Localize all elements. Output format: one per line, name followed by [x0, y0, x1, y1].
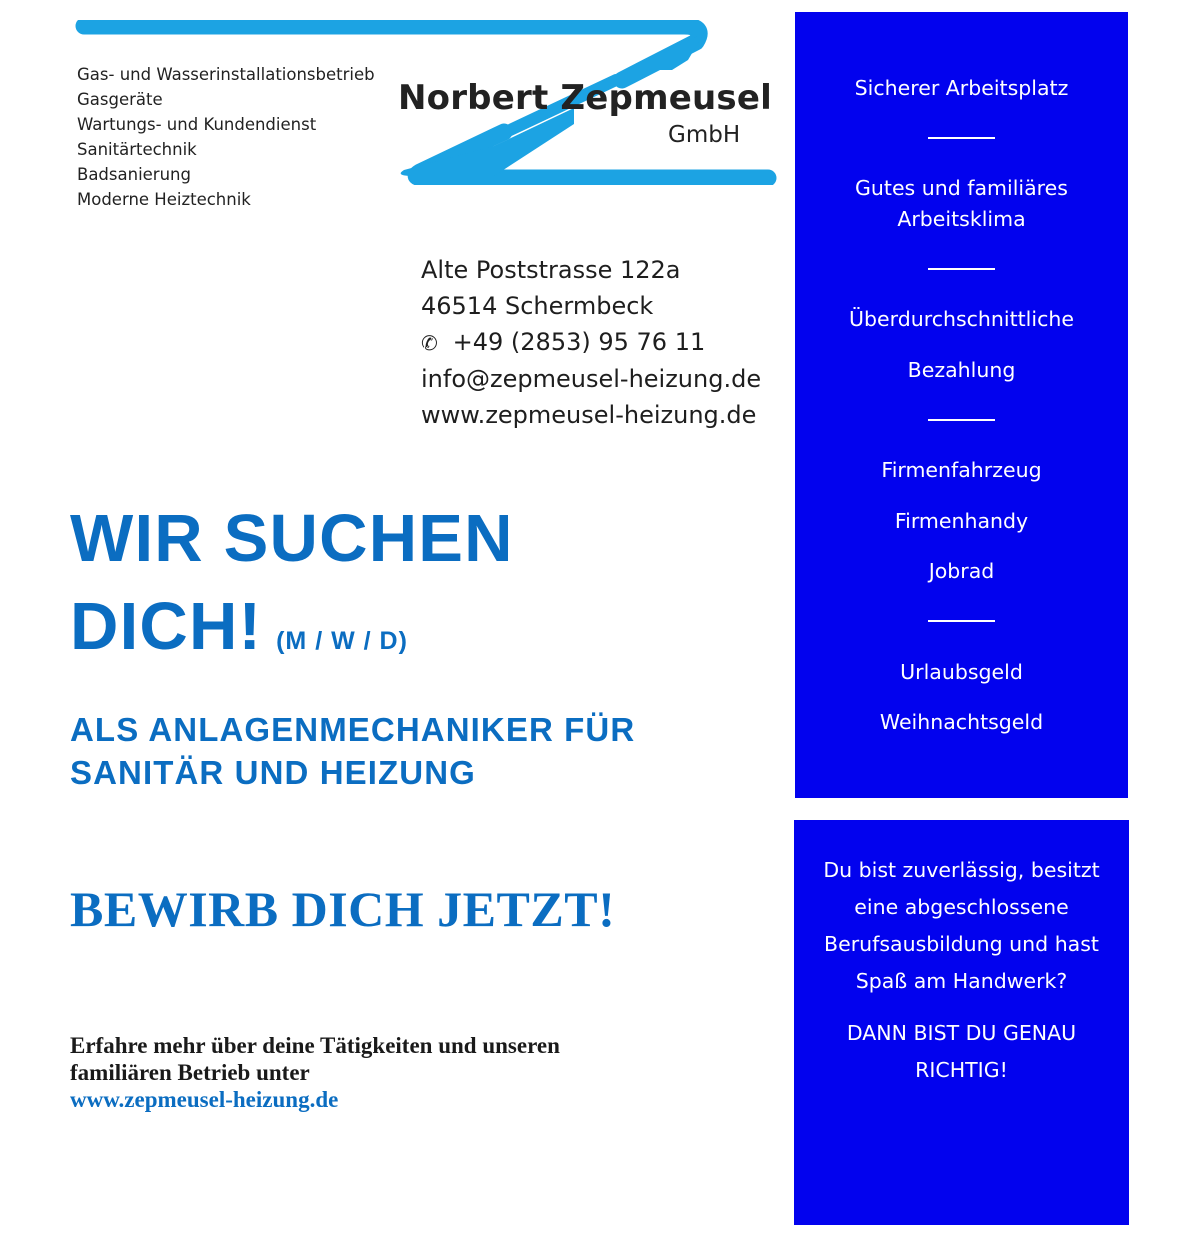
- benefits-panel: [795, 12, 1128, 798]
- company-legal-form: GmbH: [668, 122, 741, 148]
- position-line-1: ALS ANLAGENMECHANIKER FÜR: [70, 711, 636, 748]
- service-item: Sanitärtechnik: [77, 140, 197, 159]
- benefit-item: Jobrad: [928, 559, 995, 583]
- email-link[interactable]: info@zepmeusel-heizung.de: [421, 365, 762, 393]
- apply-call-to-action: BEWIRB DICH JETZT!: [70, 881, 616, 937]
- requirements-line: Berufsausbildung und hast: [824, 932, 1099, 956]
- headline: [70, 495, 514, 685]
- service-item: Wartungs- und Kundendienst: [77, 115, 317, 134]
- benefit-item: Überdurchschnittliche: [849, 307, 1074, 331]
- requirements-panel: [794, 820, 1129, 1225]
- benefit-item: Sicherer Arbeitsplatz: [854, 76, 1069, 100]
- service-item: Gasgeräte: [77, 90, 163, 109]
- headline-line-1: WIR SUCHEN: [70, 501, 514, 576]
- requirements-question: [794, 852, 1129, 1000]
- cta-line: RICHTIG!: [915, 1058, 1008, 1082]
- cta-line: DANN BIST DU GENAU: [846, 1021, 1077, 1045]
- requirements-cta: [794, 1015, 1129, 1089]
- headline-dich: DICH!: [70, 589, 263, 664]
- more-info-link[interactable]: www.zepmeusel-heizung.de: [70, 1087, 339, 1112]
- benefit-divider: [928, 419, 995, 421]
- benefit-divider: [928, 268, 995, 270]
- benefit-item: Bezahlung: [907, 358, 1016, 382]
- phone-icon: ✆: [421, 331, 438, 355]
- phone-line[interactable]: [421, 324, 761, 361]
- benefit-divider: [928, 620, 995, 622]
- city-address: 46514 Schermbeck: [421, 292, 654, 320]
- street-address: Alte Poststrasse 122a: [421, 256, 681, 284]
- more-info: [70, 1032, 560, 1113]
- company-name: Norbert Zepmeusel: [398, 78, 772, 118]
- service-item: Moderne Heiztechnik: [77, 190, 251, 209]
- requirements-line: Du bist zuverlässig, besitzt: [823, 858, 1100, 882]
- more-info-line-2: familiären Betrieb unter: [70, 1060, 310, 1085]
- services-list: [77, 62, 375, 212]
- gender-note: (M / W / D): [276, 627, 408, 655]
- service-item: Gas- und Wasserinstallationsbetrieb: [77, 65, 375, 84]
- benefit-item: Firmenhandy: [894, 509, 1029, 533]
- requirements-line: Spaß am Handwerk?: [855, 969, 1068, 993]
- benefit-item: Arbeitsklima: [897, 207, 1026, 231]
- phone-number[interactable]: +49 (2853) 95 76 11: [452, 328, 706, 356]
- benefit-item: Firmenfahrzeug: [881, 458, 1042, 482]
- benefit-item: Gutes und familiäres: [855, 176, 1068, 200]
- requirements-line: eine abgeschlossene: [854, 895, 1069, 919]
- benefit-divider: [928, 137, 995, 139]
- benefit-item: Weihnachtsgeld: [879, 710, 1044, 734]
- position-title: [70, 708, 635, 794]
- contact-block: [421, 252, 761, 433]
- website-link[interactable]: www.zepmeusel-heizung.de: [421, 401, 757, 429]
- position-line-2: SANITÄR UND HEIZUNG: [70, 754, 476, 791]
- benefit-item: Urlaubsgeld: [900, 660, 1023, 684]
- service-item: Badsanierung: [77, 165, 191, 184]
- headline-line-2: [70, 583, 514, 685]
- more-info-line-1: Erfahre mehr über deine Tätigkeiten und unseren: [70, 1033, 560, 1058]
